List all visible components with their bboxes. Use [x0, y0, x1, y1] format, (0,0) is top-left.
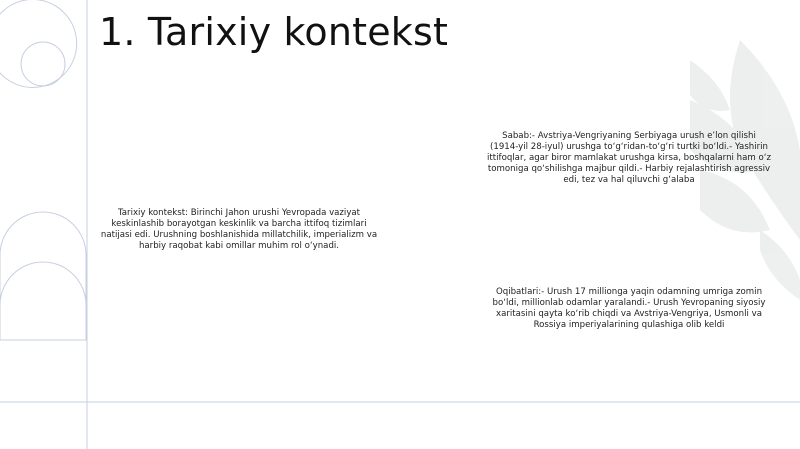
results-text: Oqibatlari:- Urush 17 millionga yaqin odamning umriga zomin bo‘ldi, millionlab odamlar yaralandi.- Urush Yevropaning siyosiy xaritasini qayta ko‘rib chiqdi va Avstriya-Vengriya, Usmonli va Rossiya imperiyalarining qulashiga olib keldi	[492, 287, 766, 330]
causes-text: Sabab:- Avstriya-Vengriyaning Serbiyaga urush e’lon qilishi (1914-yil 28-iyul) urushga to‘g‘ridan-to‘g‘ri turtki bo‘ldi.- Yashirin ittifoqlar, agar biror mamlakat urushga kirsa, boshqalarni ham o‘z tomoniga qo‘shilishga majbur qildi.- Harbiy rejalashtirish agressiv edi, tez va hal qiluvchi g‘alaba	[487, 131, 771, 185]
context-text: Tarixiy kontekst: Birinchi Jahon urushi Yevropada vaziyat keskinlashib borayotgan keskinlik va barcha ittifoq tizimlari natijasi edi. Urushning boshlanishida millatchilik, imperializm va harbiy raqobat kabi omillar muhim rol o‘ynadi.	[100, 208, 378, 251]
bottom-arch-inner	[0, 262, 86, 305]
top-small-circle	[21, 42, 65, 86]
bottom-arch-outer	[0, 212, 86, 340]
top-large-arc	[0, 0, 77, 87]
slide-title: 1. Tarixiy kontekst	[99, 10, 449, 54]
